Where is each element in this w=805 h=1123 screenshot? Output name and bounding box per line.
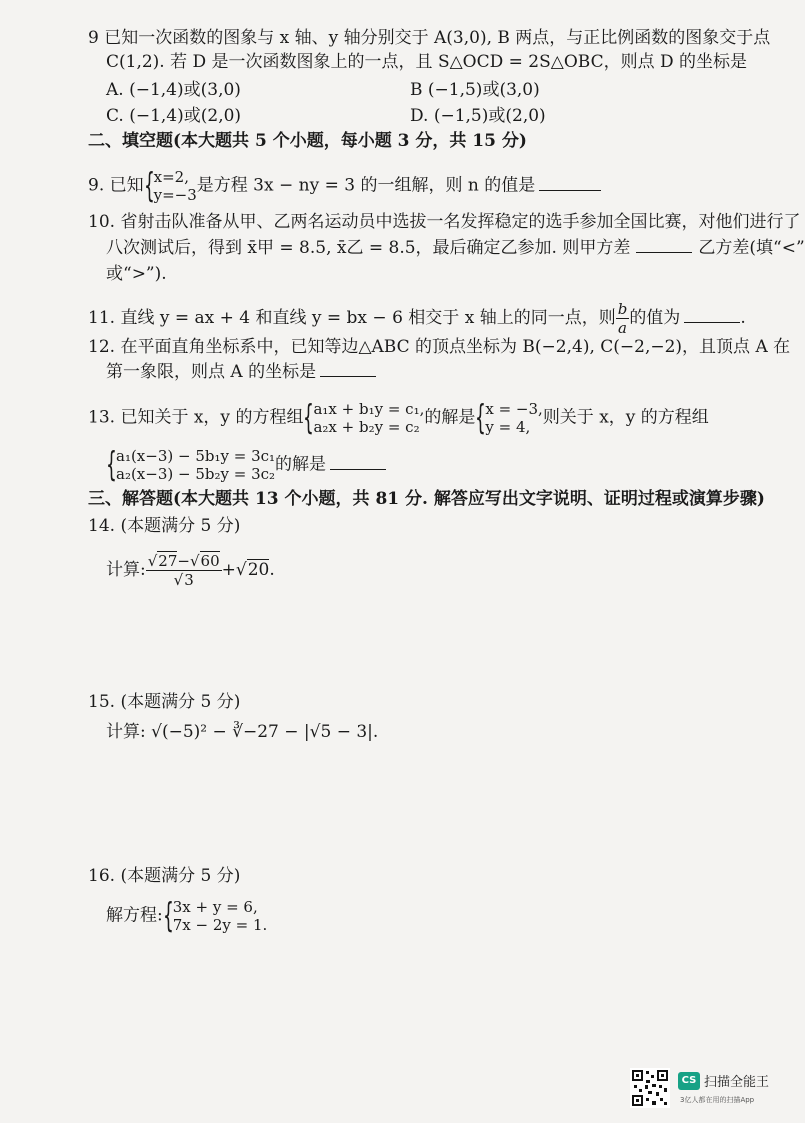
section3-heading: 三、解答题(本大题共 13 个小题，共 81 分. 解答应写出文字说明、证明过程或演算步骤) <box>88 489 765 509</box>
q13-system-b: { x = −3, y = 4, <box>475 398 543 438</box>
q10-line2a: 八次测试后，得到 x̄甲 = 8.5, x̄乙 = 8.5，最后确定乙参加. 则甲方差 <box>106 238 631 258</box>
q13-line2 <box>106 447 386 483</box>
q10-line2b: 乙方差(填“<” <box>698 238 805 258</box>
q14-den: 3 <box>184 571 194 589</box>
section2-heading: 二、填空题(本大题共 5 个小题，每小题 3 分，共 15 分) <box>88 131 527 151</box>
q11-frac-num: b <box>617 300 628 318</box>
q14-title: 14. (本题满分 5 分) <box>88 516 241 536</box>
q14-denominator: √3 <box>173 571 194 589</box>
q8-line2: C(1,2). 若 D 是一次函数图象上的一点，且 S△OCD = 2S△OBC，则点 D 的坐标是 <box>106 52 748 72</box>
q8-option-a: A. (−1,4)或(3,0) <box>106 80 241 100</box>
q12-line2-text: 第一象限，则点 A 的坐标是 <box>106 362 317 382</box>
q8-option-d: D. (−1,5)或(2,0) <box>410 106 546 126</box>
scanner-app-name: 扫描全能王 <box>704 1075 770 1090</box>
q9-sys-row1: x=2, <box>153 168 189 186</box>
q13-sysc-row2: a₂(x−3) − 5b₂y = 3c₂ <box>116 465 276 483</box>
q16-title: 16. (本题满分 5 分) <box>88 866 241 886</box>
q13-sysa-row2: a₂x + b₂y = c₂ <box>313 418 420 436</box>
q15-expression: 计算: √(−5)² − ∛−27 − |√5 − 3|. <box>106 722 379 742</box>
q13-sysc-row1: a₁(x−3) − 5b₁y = 3c₁ <box>116 447 276 465</box>
q11-end: . <box>740 308 746 328</box>
q11-answer-blank[interactable] <box>684 308 740 323</box>
q10-line2 <box>106 238 805 258</box>
q14-label: 计算: <box>106 560 146 580</box>
q9-prefix: 9. 已知 <box>88 175 144 196</box>
q14-end: . <box>269 560 275 580</box>
q13-suffix: 则关于 x，y 的方程组 <box>542 407 709 428</box>
q16-system: { 3x + y = 6, 7x − 2y = 1. <box>162 896 268 936</box>
q9-answer-blank[interactable] <box>539 176 601 191</box>
q9-sys-row2: y=−3 <box>153 186 197 204</box>
q14-fraction <box>146 552 222 589</box>
q9-line <box>88 168 601 204</box>
q8-option-b: B (−1,5)或(3,0) <box>410 80 540 100</box>
q10-answer-blank[interactable] <box>636 238 692 253</box>
q16-label: 解方程: <box>106 905 163 926</box>
q13-sysb-row2: y = 4, <box>485 418 531 436</box>
q12-line2 <box>106 362 376 382</box>
q11-fraction <box>616 300 630 337</box>
q13-system-a: { a₁x + b₁y = c₁, a₂x + b₂y = c₂ <box>303 398 425 438</box>
scanner-watermark <box>630 1068 780 1112</box>
q13-sysb-row1: x = −3, <box>485 400 543 418</box>
q16-expression <box>106 898 267 934</box>
q13-mid: 的解是 <box>424 407 476 428</box>
q13-answer-blank[interactable] <box>330 455 386 470</box>
q13-system-c: { a₁(x−3) − 5b₁y = 3c₁ a₂(x−3) − 5b₂y = 3c₂ <box>106 445 276 485</box>
q16-eq2: 7x − 2y = 1. <box>172 916 268 934</box>
q10-line3: 或“>”). <box>106 264 167 284</box>
q13-prefix: 13. 已知关于 x，y 的方程组 <box>88 407 304 428</box>
cs-logo-icon: CS <box>678 1072 700 1090</box>
q12-line1: 12. 在平面直角坐标系中，已知等边△ABC 的顶点坐标为 B(−2,4), C(−2,−2)，且顶点 A 在 <box>88 337 791 357</box>
q14-num1: 27 <box>158 552 178 570</box>
q10-line1: 10. 省射击队准备从甲、乙两名运动员中选拔一名发挥稳定的选手参加全国比赛，对他们进行了 <box>88 212 801 232</box>
q11-frac-den: a <box>618 319 627 337</box>
q9-suffix: 是方程 3x − ny = 3 的一组解，则 n 的值是 <box>196 175 536 196</box>
qr-code-icon <box>630 1068 670 1108</box>
q12-answer-blank[interactable] <box>320 362 376 377</box>
q8-line1: 9 已知一次函数的图象与 x 轴、y 轴分别交于 A(3,0), B 两点，与正比例函数的图象交于点 <box>88 28 771 48</box>
q14-expression: 计算: $\frac{√27-√60}{√3}$ +√20. <box>106 552 275 589</box>
q14-tail: 20 <box>247 560 270 580</box>
q11-prefix: 11. 直线 y = ax + 4 和直线 y = bx − 6 相交于 x 轴上的同一点，则 <box>88 308 616 328</box>
q14-numerator: √27−√60 <box>147 552 220 570</box>
q9-system: { x=2, y=−3 <box>143 166 197 206</box>
q13-line1 <box>88 400 709 436</box>
q11-line <box>88 300 746 337</box>
scanner-tagline: 3亿人都在用的扫描App <box>680 1096 755 1104</box>
q11-suffix: 的值为 <box>629 308 681 328</box>
q14-num2: 60 <box>200 552 220 570</box>
q16-eq1: 3x + y = 6, <box>172 898 258 916</box>
q8-option-c: C. (−1,4)或(2,0) <box>106 106 242 126</box>
q13-sysa-row1: a₁x + b₁y = c₁, <box>313 400 425 418</box>
q15-title: 15. (本题满分 5 分) <box>88 692 241 712</box>
q13-end: 的解是 <box>275 454 327 475</box>
